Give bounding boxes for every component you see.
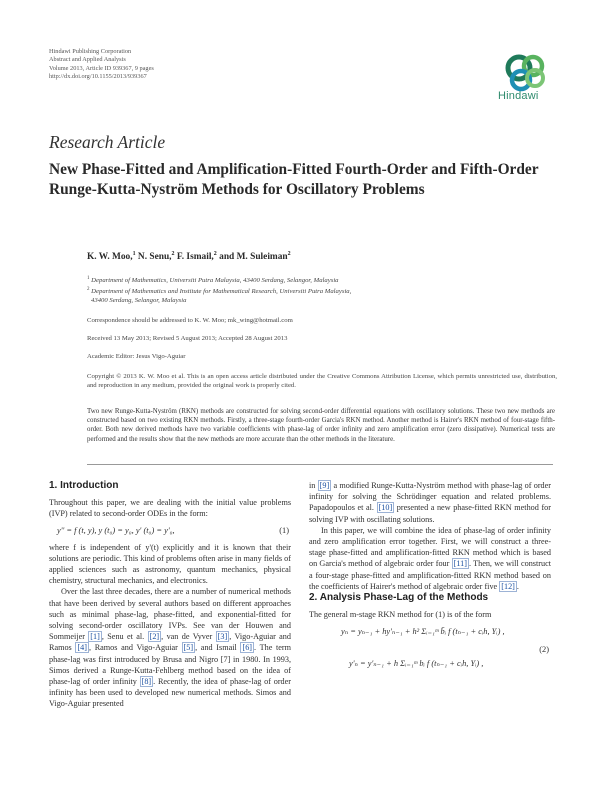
affil-text-cont: 43400 Serdang, Selangor, Malaysia (91, 297, 187, 305)
affil-text: Department of Mathematics and Institute for Mathematical Research, Universiti Putra Malaysia, (91, 288, 352, 296)
author-name: and M. Suleiman (219, 252, 288, 263)
abstract: Two new Runge-Kutta-Nyström (RKN) methods are constructed for solving second-order differential equations with oscillatory solutions. These two new methods are constructed based on two existing RKN methods. Firstly, a three-stage fourth-order Garcia's RKN method. Another method is Hairer's RKN method of four-stage fifth-order. Both new derived methods have two variable coefficients with phase-lag of order infinity and zero amplification error (zero dissipative). Numerical tests are performed and the results show that the new methods are more accurate than the other methods in the literature. (87, 408, 555, 443)
copyright-notice: Copyright © 2013 K. W. Moo et al. This is an open access article distributed under the Creative Commons Attribution License, which permits unrestricted use, distribution, and reproduction in any medium, provided the original work is properly cited. (87, 373, 557, 389)
text-span: In this paper, we will combine the idea of phase-lag of order infinity and zero amplification error together. First, we will construct a three-stage phase-fitted and amplification-fitted RKN method which is based on Garcia's method of algebraic order four (309, 525, 551, 569)
citation-link[interactable]: [10] (378, 503, 393, 513)
text-span: . (516, 581, 519, 591)
paragraph (49, 586, 291, 709)
article-type: Research Article (49, 132, 166, 152)
paragraph (309, 480, 551, 525)
author-name: N. Senu, (137, 252, 172, 263)
citation-link[interactable]: [1] (90, 632, 100, 642)
citation-link[interactable]: [8] (141, 677, 152, 687)
publication-info (49, 48, 154, 82)
volume-info: Volume 2013, Article ID 939367, 9 pages (49, 64, 154, 72)
doi-link[interactable]: http://dx.doi.org/10.1155/2013/939367 (49, 73, 147, 81)
left-column (49, 480, 291, 710)
equation-2 (309, 620, 551, 682)
citation-link[interactable]: [11] (453, 559, 467, 569)
affiliation-1 (87, 274, 547, 285)
paragraph: The general m-stage RKN method for (1) is of the form (309, 610, 492, 620)
author-affil-mark: 2 (213, 251, 217, 257)
text-span: a modified Runge-Kutta-Nyström method with phase-lag of order infinity for solving the Schrödinger equation and related problems. Papadopoulos et al. (309, 481, 552, 513)
equation-line: y'ₙ = y'ₙ₋₁ + h Σᵢ₌₁ᵐ bᵢ f (tₙ₋₁ + cᵢh, Yᵢ) , (349, 659, 484, 669)
text-span: , Vigo-Aguiar and Ramos (49, 632, 291, 653)
citation-link[interactable]: [6] (242, 643, 253, 653)
citation-link[interactable]: [2] (149, 632, 160, 642)
text-span: , and Ismail (195, 643, 241, 653)
equation-number: (2) (539, 645, 549, 655)
citation-link[interactable]: [5] (183, 643, 194, 653)
text-span: Over the last three decades, there are a number of numerical methods that have been derived by several authors based on different approaches such as minimal phase-lag, phase-fitted, and exponential-fitted for solving second-order oscillatory IVPs. See van der Houwen and Sommeijer (49, 587, 291, 642)
affil-mark: 2 (87, 287, 90, 292)
paper-title: New Phase-Fitted and Amplification-Fitted Fourth-Order and Fifth-Order Runge-Kutta-Nyström Methods for Oscillatory Problems (49, 161, 539, 198)
journal-name: Abstract and Applied Analysis (49, 56, 126, 64)
equation-line: yₙ = yₙ₋₁ + hy'ₙ₋₁ + h² Σᵢ₌₁ᵐ b̄ᵢ f (tₙ₋₁ + cᵢh, Yᵢ) , (341, 627, 505, 637)
author-affil-mark: 1 (132, 251, 136, 257)
author-list (87, 251, 291, 262)
text-span: . Then, we will construct a four-stage phase-fitted and amplification-fitted RKN method based on the coefficients of Hairer's method of algebraic order five (309, 559, 551, 591)
publisher: Hindawi Publishing Corporation (49, 48, 132, 55)
equation-number: (1) (279, 526, 289, 535)
citation-link[interactable]: [9] (319, 481, 330, 490)
citation-link[interactable]: [3] (217, 632, 228, 642)
academic-editor: Academic Editor: Jesus Vigo-Aguiar (87, 353, 186, 360)
text-span: in (309, 481, 318, 490)
author-name: F. Ismail, (176, 252, 214, 263)
paragraph: Throughout this paper, we are dealing with the initial value problems (IVP) related to second-order ODEs in the form: (49, 498, 291, 519)
text-span: presented a new phase-fitted RKN method for solving IVP with oscillating solutions. (309, 503, 551, 524)
hindawi-logo-text: Hindawi (498, 90, 539, 102)
text-span: , Senu et al. (101, 632, 148, 642)
equation-1 (49, 520, 291, 542)
abstract-divider (87, 464, 553, 465)
citation-link[interactable]: [12] (501, 581, 515, 591)
equation-body: y'' = f (t, y), y (t₀) = y₀, y' (t₀) = y'₀, (57, 526, 175, 535)
correspondence: Correspondence should be addressed to K. W. Moo; mk_wing@hotmail.com (87, 317, 293, 324)
affil-text: Department of Mathematics, Universiti Putra Malaysia, 43400 Serdang, Selangor, Malaysia (91, 277, 339, 285)
received-dates: Received 13 May 2013; Revised 5 August 2013; Accepted 28 August 2013 (87, 335, 288, 342)
section-heading: 1. Introduction (49, 480, 119, 491)
paragraph: where f is independent of y'(t) explicitly and it is known that their solutions are periodic. This kind of problems often arise in many fields of applied sciences such as astronomy, quantum mechanics, physical chemistry, structural mechanics, and electronics. (49, 542, 291, 586)
right-column (309, 480, 551, 682)
text-span: . Recently, the idea of phase-lag of order infinity has been used to developed new numerical methods. Simos and Vigo-Aguiar presented (49, 677, 291, 709)
section-heading: 2. Analysis Phase-Lag of the Methods (309, 592, 489, 604)
text-span: , Ramos and Vigo-Aguiar (88, 643, 182, 653)
text-span: . The term phase-lag was first introduced by Brusa and Nigro [7] in 1980. In 1993, Simos derived a Runge-Kutta-Fehlberg method based on the idea of phase-lag of order infinity (49, 643, 292, 687)
paragraph (309, 525, 551, 592)
affil-mark: 1 (87, 276, 90, 281)
text-span: , van de Vyver (161, 632, 216, 642)
citation-link[interactable]: [4] (77, 643, 87, 653)
author-affil-mark: 2 (287, 251, 291, 257)
author-affil-mark: 2 (171, 251, 175, 257)
author-name: K. W. Moo, (87, 252, 133, 263)
affiliation-2 (87, 285, 547, 305)
